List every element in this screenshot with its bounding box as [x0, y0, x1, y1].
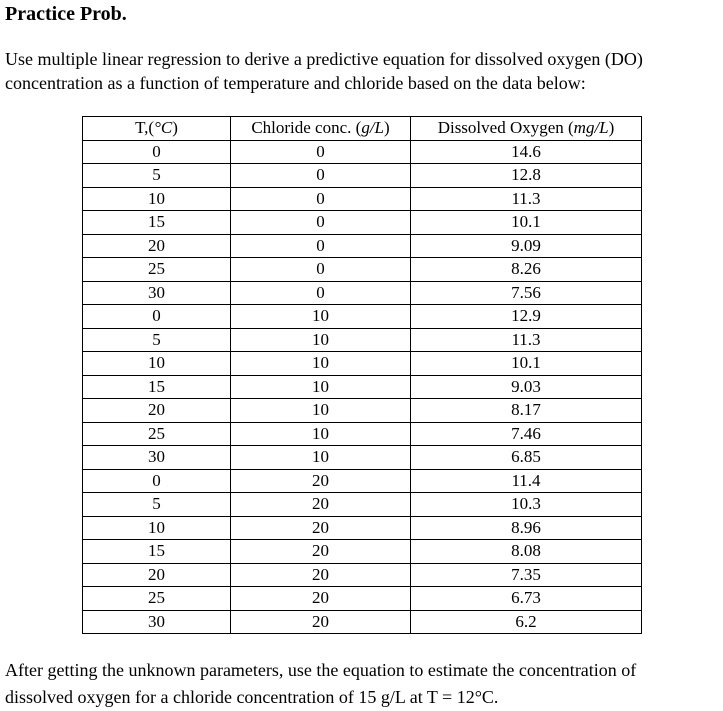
table-row — [83, 305, 642, 329]
temperature-cell: 25 — [83, 422, 231, 446]
table-row — [83, 587, 642, 611]
dissolved-oxygen-cell: 6.2 — [411, 610, 642, 634]
table-row — [83, 258, 642, 282]
table-row — [83, 516, 642, 540]
table-row — [83, 540, 642, 564]
temperature-cell: 30 — [83, 281, 231, 305]
temperature-cell: 0 — [83, 469, 231, 493]
table-row — [83, 140, 642, 164]
chloride-cell: 0 — [231, 164, 411, 188]
dissolved-oxygen-cell: 9.03 — [411, 375, 642, 399]
chloride-cell: 0 — [231, 187, 411, 211]
header-temperature-label: T,( — [135, 118, 155, 138]
dissolved-oxygen-cell: 11.3 — [411, 328, 642, 352]
chloride-cell: 20 — [231, 516, 411, 540]
table-row — [83, 446, 642, 470]
table-row — [83, 187, 642, 211]
problem-statement — [5, 47, 721, 95]
chloride-cell: 0 — [231, 140, 411, 164]
chloride-cell: 20 — [231, 540, 411, 564]
question-statement-line-2: dissolved oxygen for a chloride concentration of 15 g/L at T = 12°C. — [5, 687, 499, 707]
chloride-cell: 10 — [231, 422, 411, 446]
table-row — [83, 422, 642, 446]
dissolved-oxygen-cell: 7.56 — [411, 281, 642, 305]
table-row — [83, 281, 642, 305]
dissolved-oxygen-cell: 10.1 — [411, 211, 642, 235]
chloride-cell: 20 — [231, 610, 411, 634]
dissolved-oxygen-cell: 11.4 — [411, 469, 642, 493]
chloride-cell: 10 — [231, 399, 411, 423]
temperature-cell: 0 — [83, 305, 231, 329]
table-row — [83, 610, 642, 634]
header-temperature-close: ) — [172, 118, 178, 138]
header-chloride-label: Chloride conc. ( — [251, 118, 362, 138]
table-row — [83, 493, 642, 517]
question-statement — [5, 657, 721, 711]
dissolved-oxygen-cell: 10.1 — [411, 352, 642, 376]
chloride-cell: 10 — [231, 446, 411, 470]
temperature-cell: 5 — [83, 328, 231, 352]
header-dissolved-oxygen-label: Dissolved Oxygen ( — [437, 118, 574, 138]
chloride-cell: 10 — [231, 352, 411, 376]
chloride-cell: 0 — [231, 234, 411, 258]
header-dissolved-oxygen — [411, 117, 642, 141]
table-body — [83, 140, 642, 634]
table-row — [83, 563, 642, 587]
header-chloride — [231, 117, 411, 141]
temperature-cell: 10 — [83, 352, 231, 376]
chloride-cell: 10 — [231, 305, 411, 329]
table-row — [83, 399, 642, 423]
header-dissolved-oxygen-close: ) — [608, 118, 615, 138]
dissolved-oxygen-cell: 8.17 — [411, 399, 642, 423]
dissolved-oxygen-cell: 7.35 — [411, 563, 642, 587]
dissolved-oxygen-cell: 6.85 — [411, 446, 642, 470]
temperature-cell: 0 — [83, 140, 231, 164]
table-row — [83, 375, 642, 399]
dissolved-oxygen-cell: 8.26 — [411, 258, 642, 282]
dissolved-oxygen-cell: 7.46 — [411, 422, 642, 446]
temperature-cell: 5 — [83, 164, 231, 188]
header-chloride-unit: g/L — [361, 118, 384, 138]
chloride-cell: 20 — [231, 563, 411, 587]
problem-statement-line-1: Use multiple linear regression to derive a predictive equation for dissolved oxygen (DO) — [5, 49, 643, 69]
header-temperature-unit: °C — [154, 118, 173, 138]
chloride-cell: 20 — [231, 493, 411, 517]
dissolved-oxygen-cell: 9.09 — [411, 234, 642, 258]
temperature-cell: 30 — [83, 446, 231, 470]
chloride-cell: 0 — [231, 281, 411, 305]
temperature-cell: 5 — [83, 493, 231, 517]
temperature-cell: 20 — [83, 399, 231, 423]
header-temperature — [83, 117, 231, 141]
header-chloride-close: ) — [384, 118, 390, 138]
temperature-cell: 15 — [83, 211, 231, 235]
dissolved-oxygen-cell: 14.6 — [411, 140, 642, 164]
temperature-cell: 15 — [83, 375, 231, 399]
temperature-cell: 25 — [83, 587, 231, 611]
chloride-cell: 20 — [231, 469, 411, 493]
dissolved-oxygen-cell: 10.3 — [411, 493, 642, 517]
temperature-cell: 25 — [83, 258, 231, 282]
temperature-cell: 30 — [83, 610, 231, 634]
temperature-cell: 10 — [83, 516, 231, 540]
chloride-cell: 0 — [231, 211, 411, 235]
table-row — [83, 234, 642, 258]
temperature-cell: 10 — [83, 187, 231, 211]
dissolved-oxygen-cell: 11.3 — [411, 187, 642, 211]
page-title: Practice Prob. — [5, 3, 127, 25]
chloride-cell: 10 — [231, 328, 411, 352]
problem-statement-line-2: concentration as a function of temperature and chloride based on the data below: — [5, 73, 586, 93]
table-row — [83, 352, 642, 376]
table-row — [83, 211, 642, 235]
chloride-cell: 20 — [231, 587, 411, 611]
table-header-row — [83, 117, 642, 141]
chloride-cell: 0 — [231, 258, 411, 282]
dissolved-oxygen-cell: 6.73 — [411, 587, 642, 611]
temperature-cell: 15 — [83, 540, 231, 564]
table-row — [83, 164, 642, 188]
table-row — [83, 328, 642, 352]
dissolved-oxygen-cell: 8.08 — [411, 540, 642, 564]
temperature-cell: 20 — [83, 234, 231, 258]
question-statement-line-1: After getting the unknown parameters, use the equation to estimate the concentration of — [5, 660, 637, 680]
dissolved-oxygen-cell: 12.8 — [411, 164, 642, 188]
dissolved-oxygen-cell: 12.9 — [411, 305, 642, 329]
header-dissolved-oxygen-unit: mg/L — [573, 118, 609, 138]
table-row — [83, 469, 642, 493]
dissolved-oxygen-cell: 8.96 — [411, 516, 642, 540]
chloride-cell: 10 — [231, 375, 411, 399]
temperature-cell: 20 — [83, 563, 231, 587]
data-table — [82, 116, 642, 634]
